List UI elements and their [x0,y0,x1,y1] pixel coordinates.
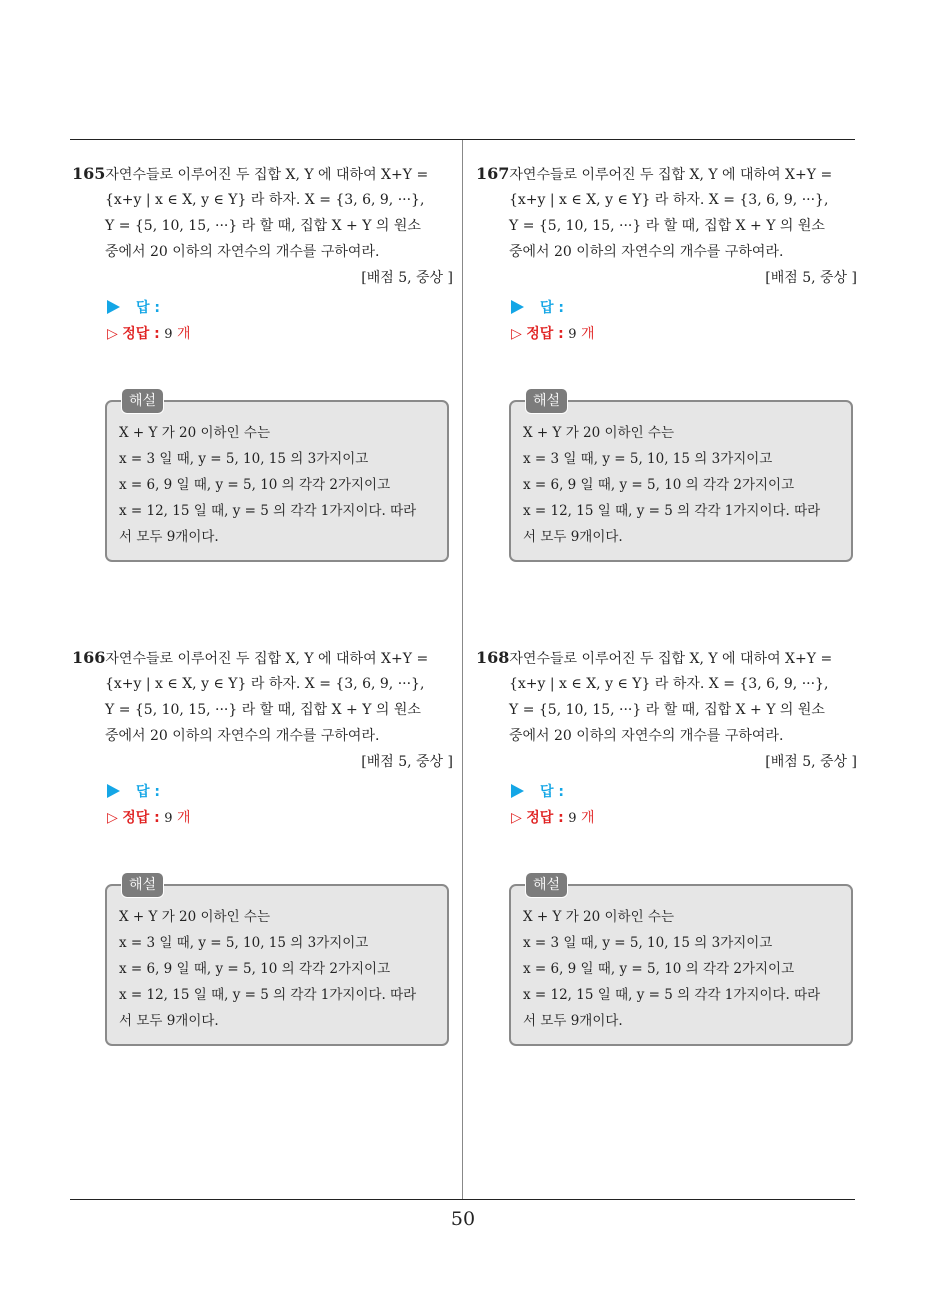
question-line: 167자연수들로 이루어진 두 집합 X, Y 에 대하여 X+Y = [476,164,833,183]
solution-line: X + Y 가 20 이하인 수는 [523,909,675,925]
correct-answer-unit: 개 [580,326,595,342]
solution-line: x = 12, 15 일 때, y = 5 의 각각 1가지이다. 따라 [119,987,417,1003]
question-line: 166자연수들로 이루어진 두 집합 X, Y 에 대하여 X+Y = [72,648,429,667]
solution-line: x = 6, 9 일 때, y = 5, 10 의 각각 2가지이고 [523,961,795,977]
solution-tag: 해설 [525,388,568,414]
answer-label: 답 : [136,784,160,800]
problem-number: 168 [476,648,510,667]
solution-box [105,393,449,562]
solution-line: x = 3 일 때, y = 5, 10, 15 의 3가지이고 [119,935,369,951]
solution-line: x = 12, 15 일 때, y = 5 의 각각 1가지이다. 따라 [523,987,821,1003]
problem-number: 166 [72,648,106,667]
solution-line: 서 모두 9개이다. [523,529,623,545]
question-line: {x+y | x ∈ X, y ∈ Y} 라 하자. X = {3, 6, 9, ···}, [509,676,829,692]
question-line: 168자연수들로 이루어진 두 집합 X, Y 에 대하여 X+Y = [476,648,833,667]
column-divider [462,140,463,1200]
play-triangle-icon [511,784,524,798]
correct-answer-value: 9 [164,811,173,826]
problem-number: 165 [72,164,106,183]
answer-label: 답 : [540,784,564,800]
solution-line: 서 모두 9개이다. [523,1013,623,1029]
problem-166 [72,645,457,832]
question-line: 중에서 20 이하의 자연수의 개수를 구하여라. [105,728,380,744]
correct-answer-label: 정답 : [122,810,160,826]
question-line: 중에서 20 이하의 자연수의 개수를 구하여라. [509,728,784,744]
solution-line: x = 3 일 때, y = 5, 10, 15 의 3가지이고 [119,451,369,467]
correct-answer-row [476,805,861,832]
answer-label: 답 : [136,300,160,316]
question-line: Y = {5, 10, 15, ···} 라 할 때, 집합 X + Y 의 원소 [509,218,825,234]
correct-answer-row [72,805,457,832]
problem-167 [476,161,861,348]
question-line: {x+y | x ∈ X, y ∈ Y} 라 하자. X = {3, 6, 9, ···}, [105,192,425,208]
problem-168 [476,645,861,832]
page-number: 50 [450,1208,476,1230]
outline-triangle-icon: ▷ [511,326,527,342]
correct-answer-label: 정답 : [526,326,564,342]
answer-row [476,295,861,321]
correct-answer-unit: 개 [176,810,191,826]
correct-answer-row [72,321,457,348]
play-triangle-icon [107,784,120,798]
solution-box [509,393,853,562]
outline-triangle-icon: ▷ [107,810,123,826]
solution-line: x = 12, 15 일 때, y = 5 의 각각 1가지이다. 따라 [523,503,821,519]
problem-number: 167 [476,164,510,183]
correct-answer-unit: 개 [580,810,595,826]
score-label: [배점 5, 중상 ] [361,754,453,770]
solution-line: x = 6, 9 일 때, y = 5, 10 의 각각 2가지이고 [523,477,795,493]
question-line: 중에서 20 이하의 자연수의 개수를 구하여라. [105,244,380,260]
question-line: Y = {5, 10, 15, ···} 라 할 때, 집합 X + Y 의 원소 [105,702,421,718]
correct-answer-label: 정답 : [526,810,564,826]
solution-line: 서 모두 9개이다. [119,529,219,545]
solution-line: X + Y 가 20 이하인 수는 [119,909,271,925]
solution-line: x = 12, 15 일 때, y = 5 의 각각 1가지이다. 따라 [119,503,417,519]
question-line: {x+y | x ∈ X, y ∈ Y} 라 하자. X = {3, 6, 9, ···}, [509,192,829,208]
correct-answer-value: 9 [568,327,577,342]
question-line: Y = {5, 10, 15, ···} 라 할 때, 집합 X + Y 의 원소 [509,702,825,718]
score-label: [배점 5, 중상 ] [361,270,453,286]
question-line: Y = {5, 10, 15, ···} 라 할 때, 집합 X + Y 의 원소 [105,218,421,234]
answer-row [72,779,457,805]
solution-line: x = 3 일 때, y = 5, 10, 15 의 3가지이고 [523,935,773,951]
score-label: [배점 5, 중상 ] [765,754,857,770]
answer-row [72,295,457,321]
solution-box [105,877,449,1046]
solution-line: 서 모두 9개이다. [119,1013,219,1029]
outline-triangle-icon: ▷ [107,326,123,342]
score-label: [배점 5, 중상 ] [765,270,857,286]
solution-box [509,877,853,1046]
question-line: {x+y | x ∈ X, y ∈ Y} 라 하자. X = {3, 6, 9, ···}, [105,676,425,692]
footer-rule [70,1199,855,1200]
solution-tag: 해설 [121,388,164,414]
solution-line: x = 3 일 때, y = 5, 10, 15 의 3가지이고 [523,451,773,467]
solution-line: X + Y 가 20 이하인 수는 [119,425,271,441]
solution-tag: 해설 [525,872,568,898]
play-triangle-icon [511,300,524,314]
solution-line: x = 6, 9 일 때, y = 5, 10 의 각각 2가지이고 [119,477,391,493]
solution-line: x = 6, 9 일 때, y = 5, 10 의 각각 2가지이고 [119,961,391,977]
correct-answer-value: 9 [164,327,173,342]
answer-label: 답 : [540,300,564,316]
question-line: 165자연수들로 이루어진 두 집합 X, Y 에 대하여 X+Y = [72,164,429,183]
question-line: 중에서 20 이하의 자연수의 개수를 구하여라. [509,244,784,260]
play-triangle-icon [107,300,120,314]
answer-row [476,779,861,805]
correct-answer-row [476,321,861,348]
problem-165 [72,161,457,348]
correct-answer-unit: 개 [176,326,191,342]
solution-line: X + Y 가 20 이하인 수는 [523,425,675,441]
correct-answer-value: 9 [568,811,577,826]
solution-tag: 해설 [121,872,164,898]
outline-triangle-icon: ▷ [511,810,527,826]
correct-answer-label: 정답 : [122,326,160,342]
